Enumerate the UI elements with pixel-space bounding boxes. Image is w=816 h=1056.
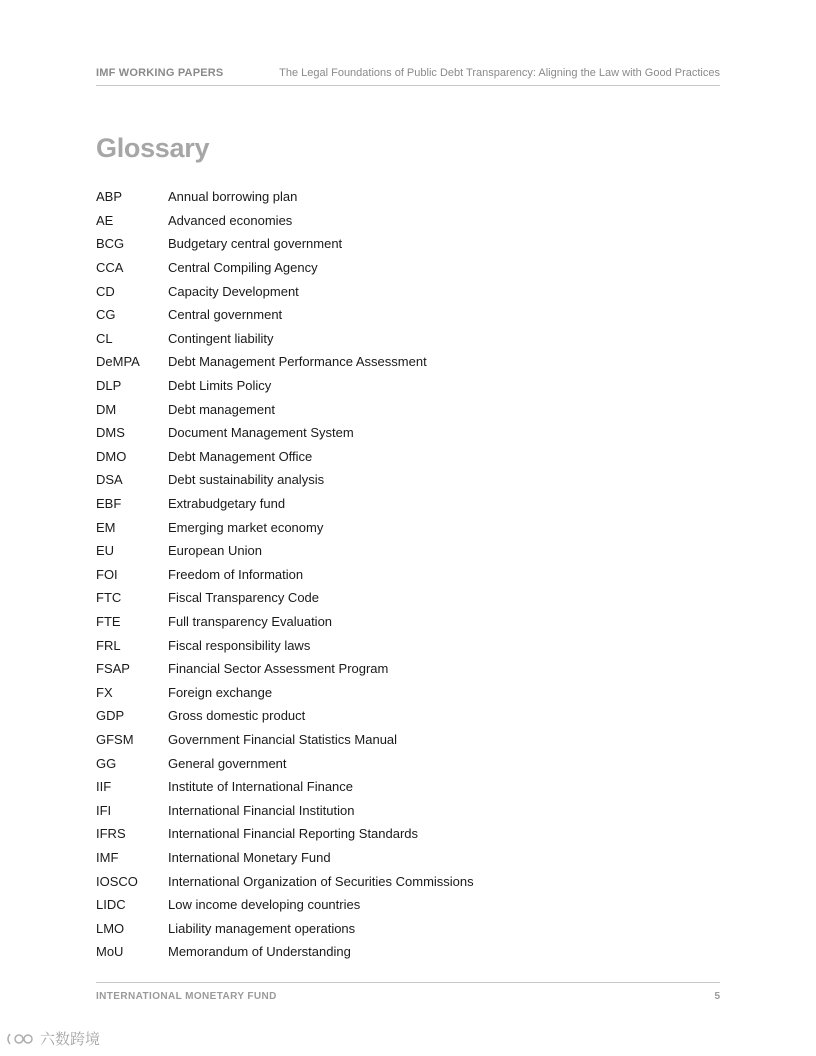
glossary-abbreviation: FX <box>96 684 113 700</box>
glossary-term: European Union <box>168 543 262 559</box>
glossary-abbreviation: GG <box>96 755 117 771</box>
glossary-abbreviation: DMO <box>96 448 127 464</box>
glossary-row <box>96 563 656 587</box>
document-title: The Legal Foundations of Public Debt Transparency: Aligning the Law with Good Practices <box>279 67 720 79</box>
glossary-abbreviation: CCA <box>96 260 124 276</box>
glossary-abbreviation: MoU <box>96 944 124 960</box>
page-number: 5 <box>714 991 720 1002</box>
glossary-term: Annual borrowing plan <box>168 189 298 205</box>
glossary-row <box>96 421 656 445</box>
glossary-abbreviation: DM <box>96 401 117 417</box>
glossary-abbreviation: DeMPA <box>96 354 140 370</box>
glossary-abbreviation: BCG <box>96 236 125 252</box>
glossary-row <box>96 279 656 303</box>
glossary-abbreviation: DLP <box>96 378 122 394</box>
glossary-term: Debt Management Office <box>168 448 313 464</box>
glossary-row <box>96 586 656 610</box>
watermark-logo-icon <box>6 1031 36 1047</box>
glossary-abbreviation: LIDC <box>96 897 126 913</box>
glossary-abbreviation: EBF <box>96 496 122 512</box>
page-title: Glossary <box>96 133 210 163</box>
glossary-term: Low income developing countries <box>168 897 361 913</box>
glossary-term: Government Financial Statistics Manual <box>168 731 398 747</box>
glossary-term: Gross domestic product <box>168 708 306 724</box>
glossary-abbreviation: ABP <box>96 189 123 205</box>
glossary-row <box>96 539 656 563</box>
glossary-row <box>96 209 656 233</box>
glossary-abbreviation: IOSCO <box>96 873 138 889</box>
glossary-row <box>96 185 656 209</box>
glossary-term: Central government <box>168 307 283 323</box>
glossary-abbreviation: CG <box>96 307 116 323</box>
glossary-row <box>96 846 656 870</box>
glossary-abbreviation: DSA <box>96 472 123 488</box>
glossary-row <box>96 728 656 752</box>
glossary-row <box>96 374 656 398</box>
glossary-term: Budgetary central government <box>168 236 343 252</box>
glossary-term: Freedom of Information <box>168 566 304 582</box>
glossary-abbreviation: EU <box>96 543 115 559</box>
glossary-term: Debt Limits Policy <box>168 378 272 394</box>
glossary-row <box>96 492 656 516</box>
glossary-term: Liability management operations <box>168 920 356 936</box>
glossary-term: Central Compiling Agency <box>168 260 318 276</box>
glossary-term: Extrabudgetary fund <box>168 496 286 512</box>
glossary-abbreviation: AE <box>96 212 114 228</box>
glossary-row <box>96 798 656 822</box>
glossary-abbreviation: IMF <box>96 849 119 865</box>
glossary-abbreviation: CD <box>96 283 115 299</box>
glossary-abbreviation: EM <box>96 519 116 535</box>
glossary-row <box>96 680 656 704</box>
watermark-text: 六数跨境 <box>40 1031 101 1048</box>
glossary-row <box>96 327 656 351</box>
glossary-term: International Financial Institution <box>168 802 355 818</box>
glossary-row <box>96 232 656 256</box>
glossary-abbreviation: FOI <box>96 566 118 582</box>
glossary-abbreviation: IFRS <box>96 826 126 842</box>
glossary-term: Advanced economies <box>168 212 293 228</box>
glossary-term: Foreign exchange <box>168 684 273 700</box>
glossary-row <box>96 751 656 775</box>
glossary-term: Financial Sector Assessment Program <box>168 661 389 677</box>
glossary-term: Debt Management Performance Assessment <box>168 354 427 370</box>
glossary-row <box>96 657 656 681</box>
glossary-row <box>96 893 656 917</box>
glossary-row <box>96 468 656 492</box>
glossary-abbreviation: LMO <box>96 920 125 936</box>
series-label: IMF WORKING PAPERS <box>96 67 224 79</box>
glossary-term: International Monetary Fund <box>168 849 331 865</box>
glossary-row <box>96 940 656 964</box>
glossary-term: Document Management System <box>168 425 354 441</box>
glossary-row <box>96 445 656 469</box>
glossary-term: Emerging market economy <box>168 519 324 535</box>
glossary-row <box>96 350 656 374</box>
glossary-abbreviation: IIF <box>96 779 112 795</box>
glossary-row <box>96 610 656 634</box>
glossary-term: Contingent liability <box>168 330 274 346</box>
glossary-term: Debt management <box>168 401 275 417</box>
watermark <box>6 1028 100 1049</box>
glossary-abbreviation: FSAP <box>96 661 130 677</box>
glossary-row <box>96 303 656 327</box>
footer-organization: INTERNATIONAL MONETARY FUND <box>96 991 277 1002</box>
glossary-abbreviation: FTE <box>96 613 121 629</box>
glossary-row <box>96 515 656 539</box>
glossary-abbreviation: FRL <box>96 637 121 653</box>
glossary-abbreviation: GDP <box>96 708 125 724</box>
glossary-term: Fiscal Transparency Code <box>168 590 320 606</box>
glossary-term: Debt sustainability analysis <box>168 472 325 488</box>
glossary-row <box>96 822 656 846</box>
glossary-row <box>96 869 656 893</box>
glossary-term: Fiscal responsibility laws <box>168 637 311 653</box>
glossary-row <box>96 704 656 728</box>
glossary-term: General government <box>168 755 287 771</box>
glossary-term: Institute of International Finance <box>168 779 354 795</box>
glossary-term: International Financial Reporting Standards <box>168 826 419 842</box>
page-footer <box>96 982 720 1005</box>
glossary-row <box>96 916 656 940</box>
glossary-abbreviation: DMS <box>96 425 125 441</box>
page-header <box>96 67 720 86</box>
glossary-abbreviation: GFSM <box>96 731 134 747</box>
glossary-term: Full transparency Evaluation <box>168 613 333 629</box>
glossary-abbreviation: CL <box>96 330 113 346</box>
glossary-row <box>96 775 656 799</box>
glossary-list <box>96 185 656 964</box>
glossary-abbreviation: IFI <box>96 802 112 818</box>
glossary-row <box>96 633 656 657</box>
glossary-term: Capacity Development <box>168 283 299 299</box>
glossary-term: International Organization of Securities Commissions <box>168 873 474 889</box>
glossary-row <box>96 256 656 280</box>
glossary-abbreviation: FTC <box>96 590 122 606</box>
glossary-term: Memorandum of Understanding <box>168 944 351 960</box>
glossary-row <box>96 397 656 421</box>
